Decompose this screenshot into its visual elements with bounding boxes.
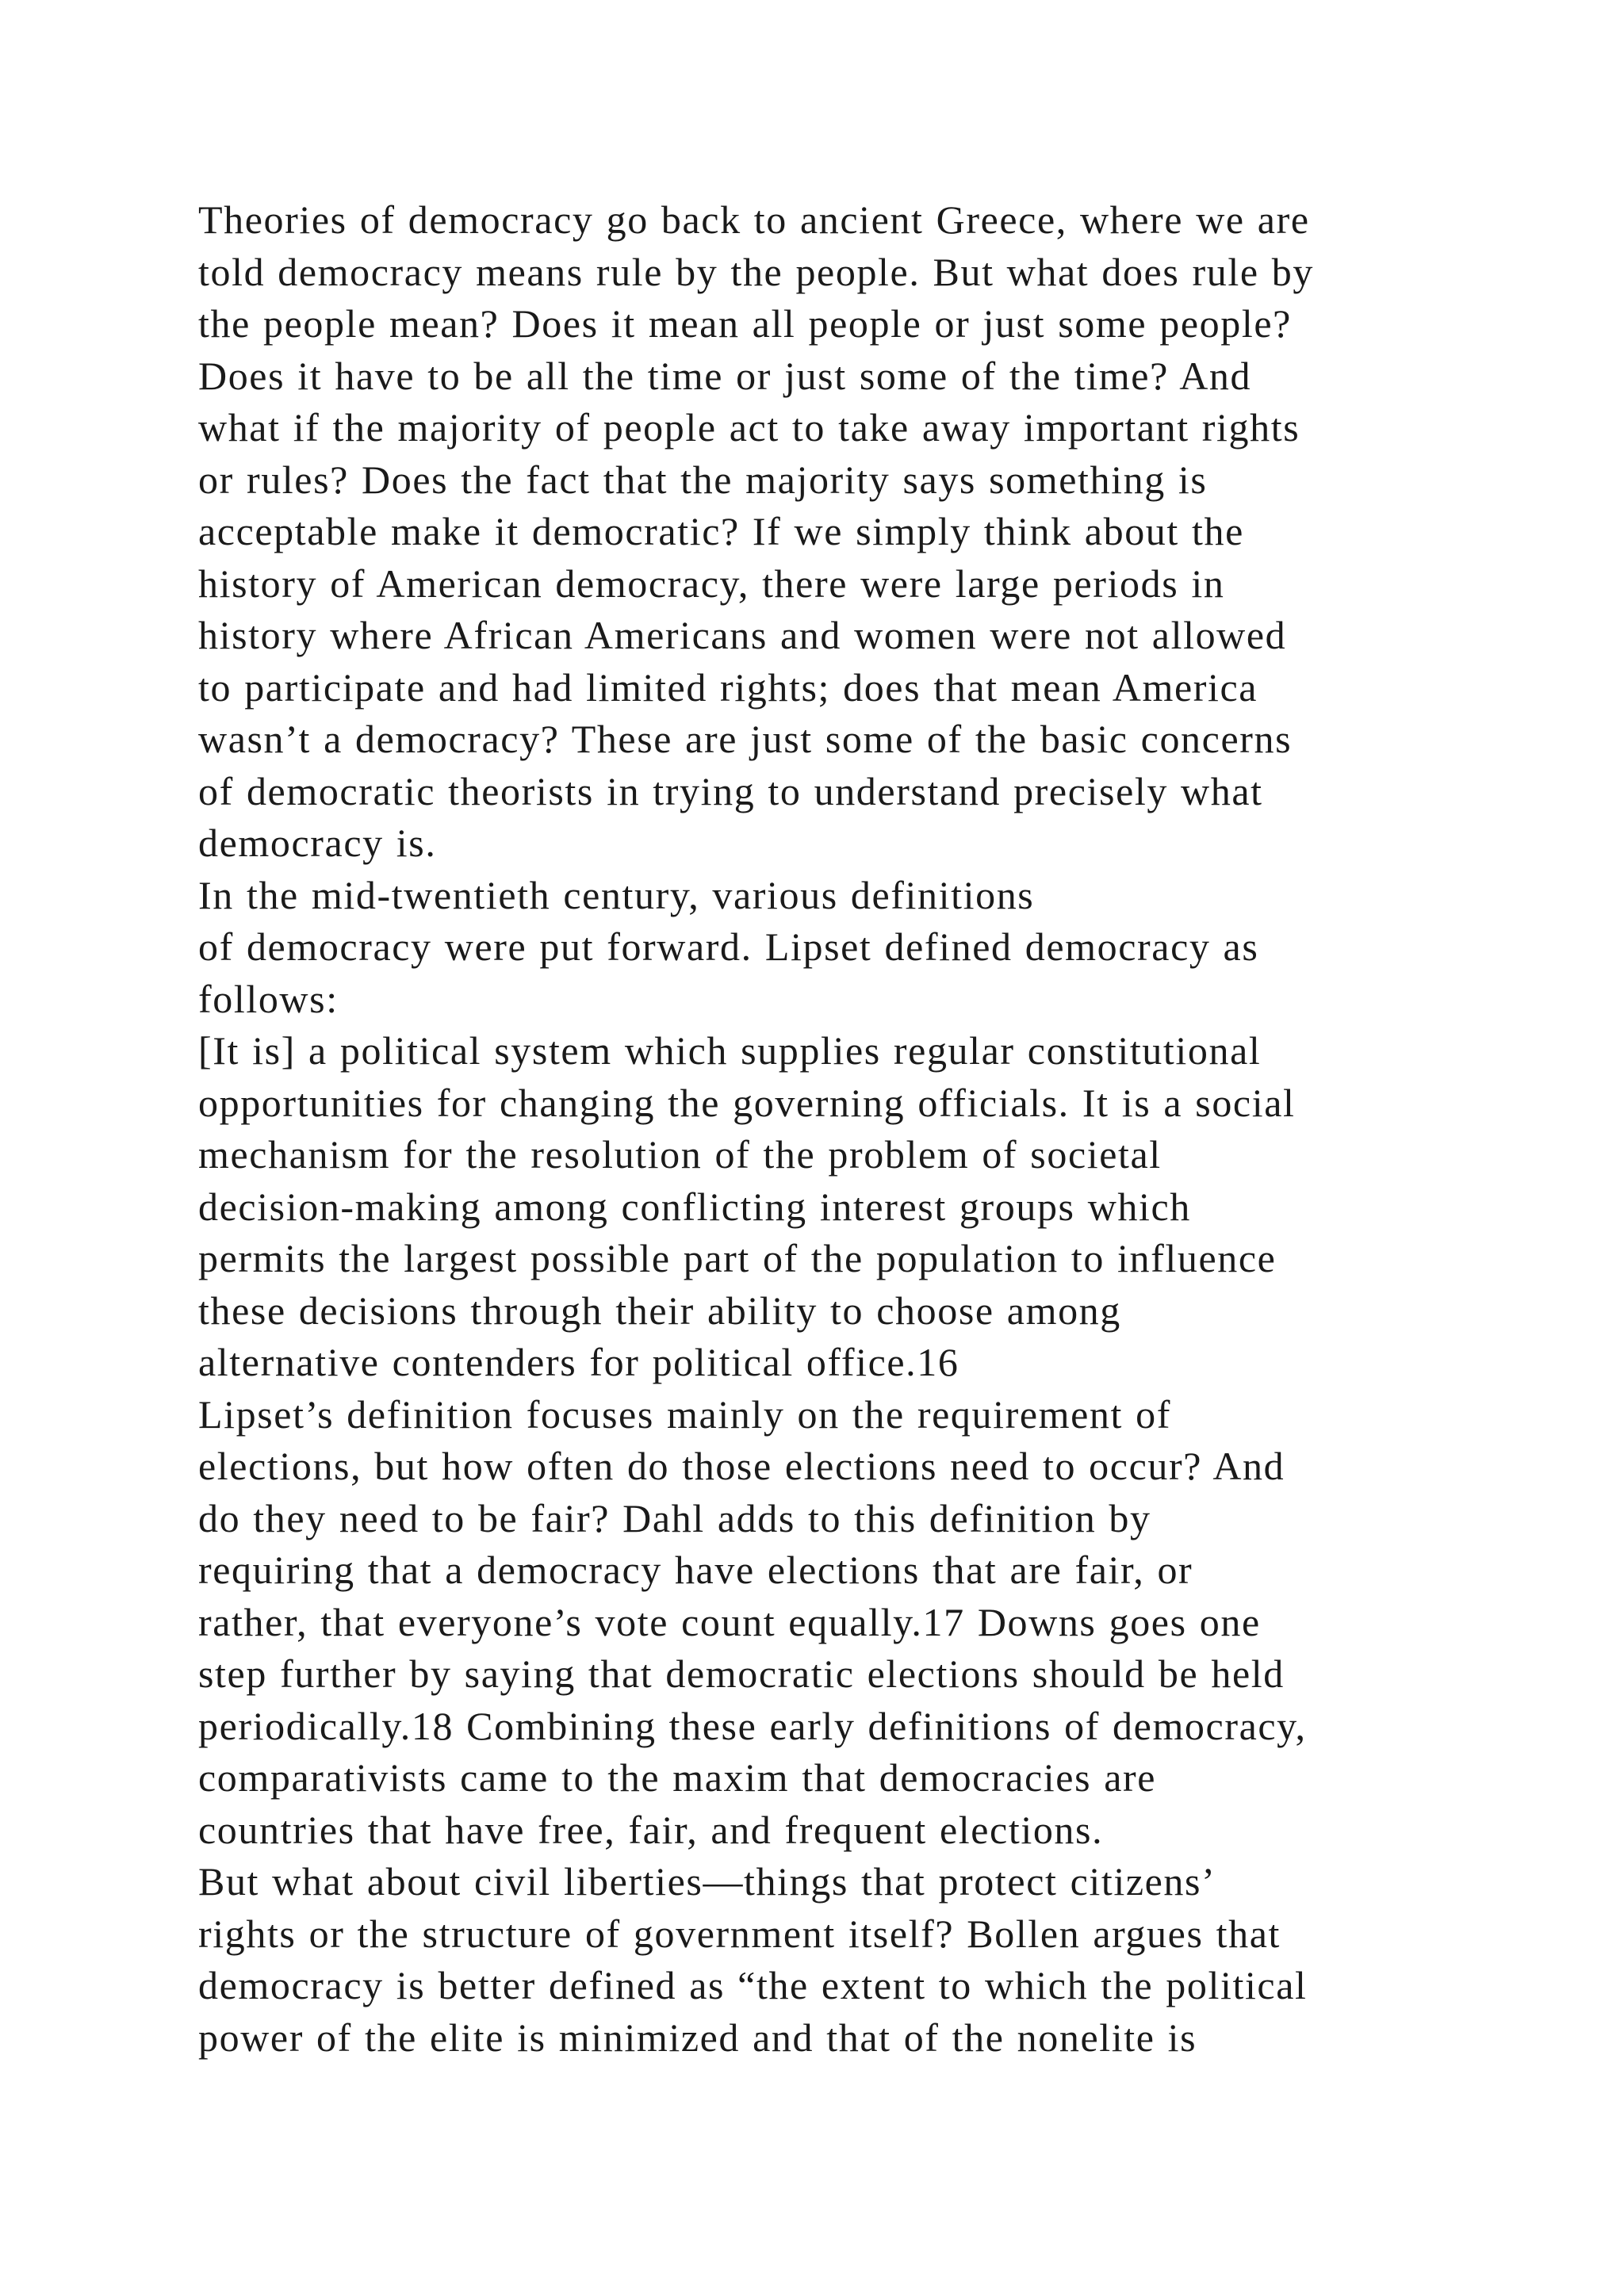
text-line: rather, that everyone’s vote count equally.17 Downs goes one <box>198 1599 1261 1644</box>
text-line: periodically.18 Combining these early definitions of democracy, <box>198 1703 1307 1748</box>
text-line: step further by saying that democratic elections should be held <box>198 1651 1285 1696</box>
text-line: opportunities for changing the governing officials. It is a social <box>198 1080 1296 1125</box>
text-line: acceptable make it democratic? If we simply think about the <box>198 509 1244 553</box>
text-line: [It is] a political system which supplies regular constitutional <box>198 1028 1262 1073</box>
text-line: requiring that a democracy have elections that are fair, or <box>198 1548 1193 1592</box>
text-line: elections, but how often do those elections need to occur? And <box>198 1444 1285 1488</box>
text-line: or rules? Does the fact that the majority says something is <box>198 457 1208 502</box>
text-line: power of the elite is minimized and that of the nonelite is <box>198 2015 1197 2060</box>
text-line: Lipset’s definition focuses mainly on the requirement of <box>198 1391 1171 1437</box>
text-line: what if the majority of people act to take away important rights <box>198 405 1300 450</box>
text-line: the people mean? Does it mean all people or just some people? <box>198 301 1292 346</box>
text-line: decision-making among conflicting interest groups which <box>198 1184 1191 1229</box>
text-line: Theories of democracy go back to ancient Greece, where we are <box>198 197 1310 242</box>
body-text <box>198 194 1499 2064</box>
text-line: alternative contenders for political office.16 <box>198 1340 959 1384</box>
text-line: told democracy means rule by the people. But what does rule by <box>198 249 1314 294</box>
text-line: of democracy were put forward. Lipset defined democracy as <box>198 924 1259 969</box>
text-line: democracy is. <box>198 821 437 865</box>
text-line: follows: <box>198 976 339 1021</box>
text-line: comparativists came to the maxim that democracies are <box>198 1755 1157 1800</box>
text-line: do they need to be fair? Dahl adds to this definition by <box>198 1495 1151 1540</box>
text-line: mechanism for the resolution of the problem of societal <box>198 1132 1162 1177</box>
text-line: But what about civil liberties—things that protect citizens’ <box>198 1859 1216 1904</box>
text-line: history where African Americans and women were not allowed <box>198 613 1287 657</box>
text-line: wasn’t a democracy? These are just some of the basic concerns <box>198 717 1293 761</box>
text-line: rights or the structure of government itself? Bollen argues that <box>198 1911 1281 1956</box>
text-line: these decisions through their ability to choose among <box>198 1288 1121 1333</box>
text-line: history of American democracy, there were large periods in <box>198 561 1225 606</box>
text-line: permits the largest possible part of the population to influence <box>198 1236 1277 1280</box>
text-line: of democratic theorists in trying to understand precisely what <box>198 768 1263 813</box>
text-line: democracy is better defined as “the extent to which the political <box>198 1963 1308 2007</box>
text-line: Does it have to be all the time or just some of the time? And <box>198 353 1252 398</box>
text-line: countries that have free, fair, and frequent elections. <box>198 1807 1104 1852</box>
text-line: In the mid-twentieth century, various definitions <box>198 872 1035 917</box>
text-line: to participate and had limited rights; does that mean America <box>198 664 1258 710</box>
